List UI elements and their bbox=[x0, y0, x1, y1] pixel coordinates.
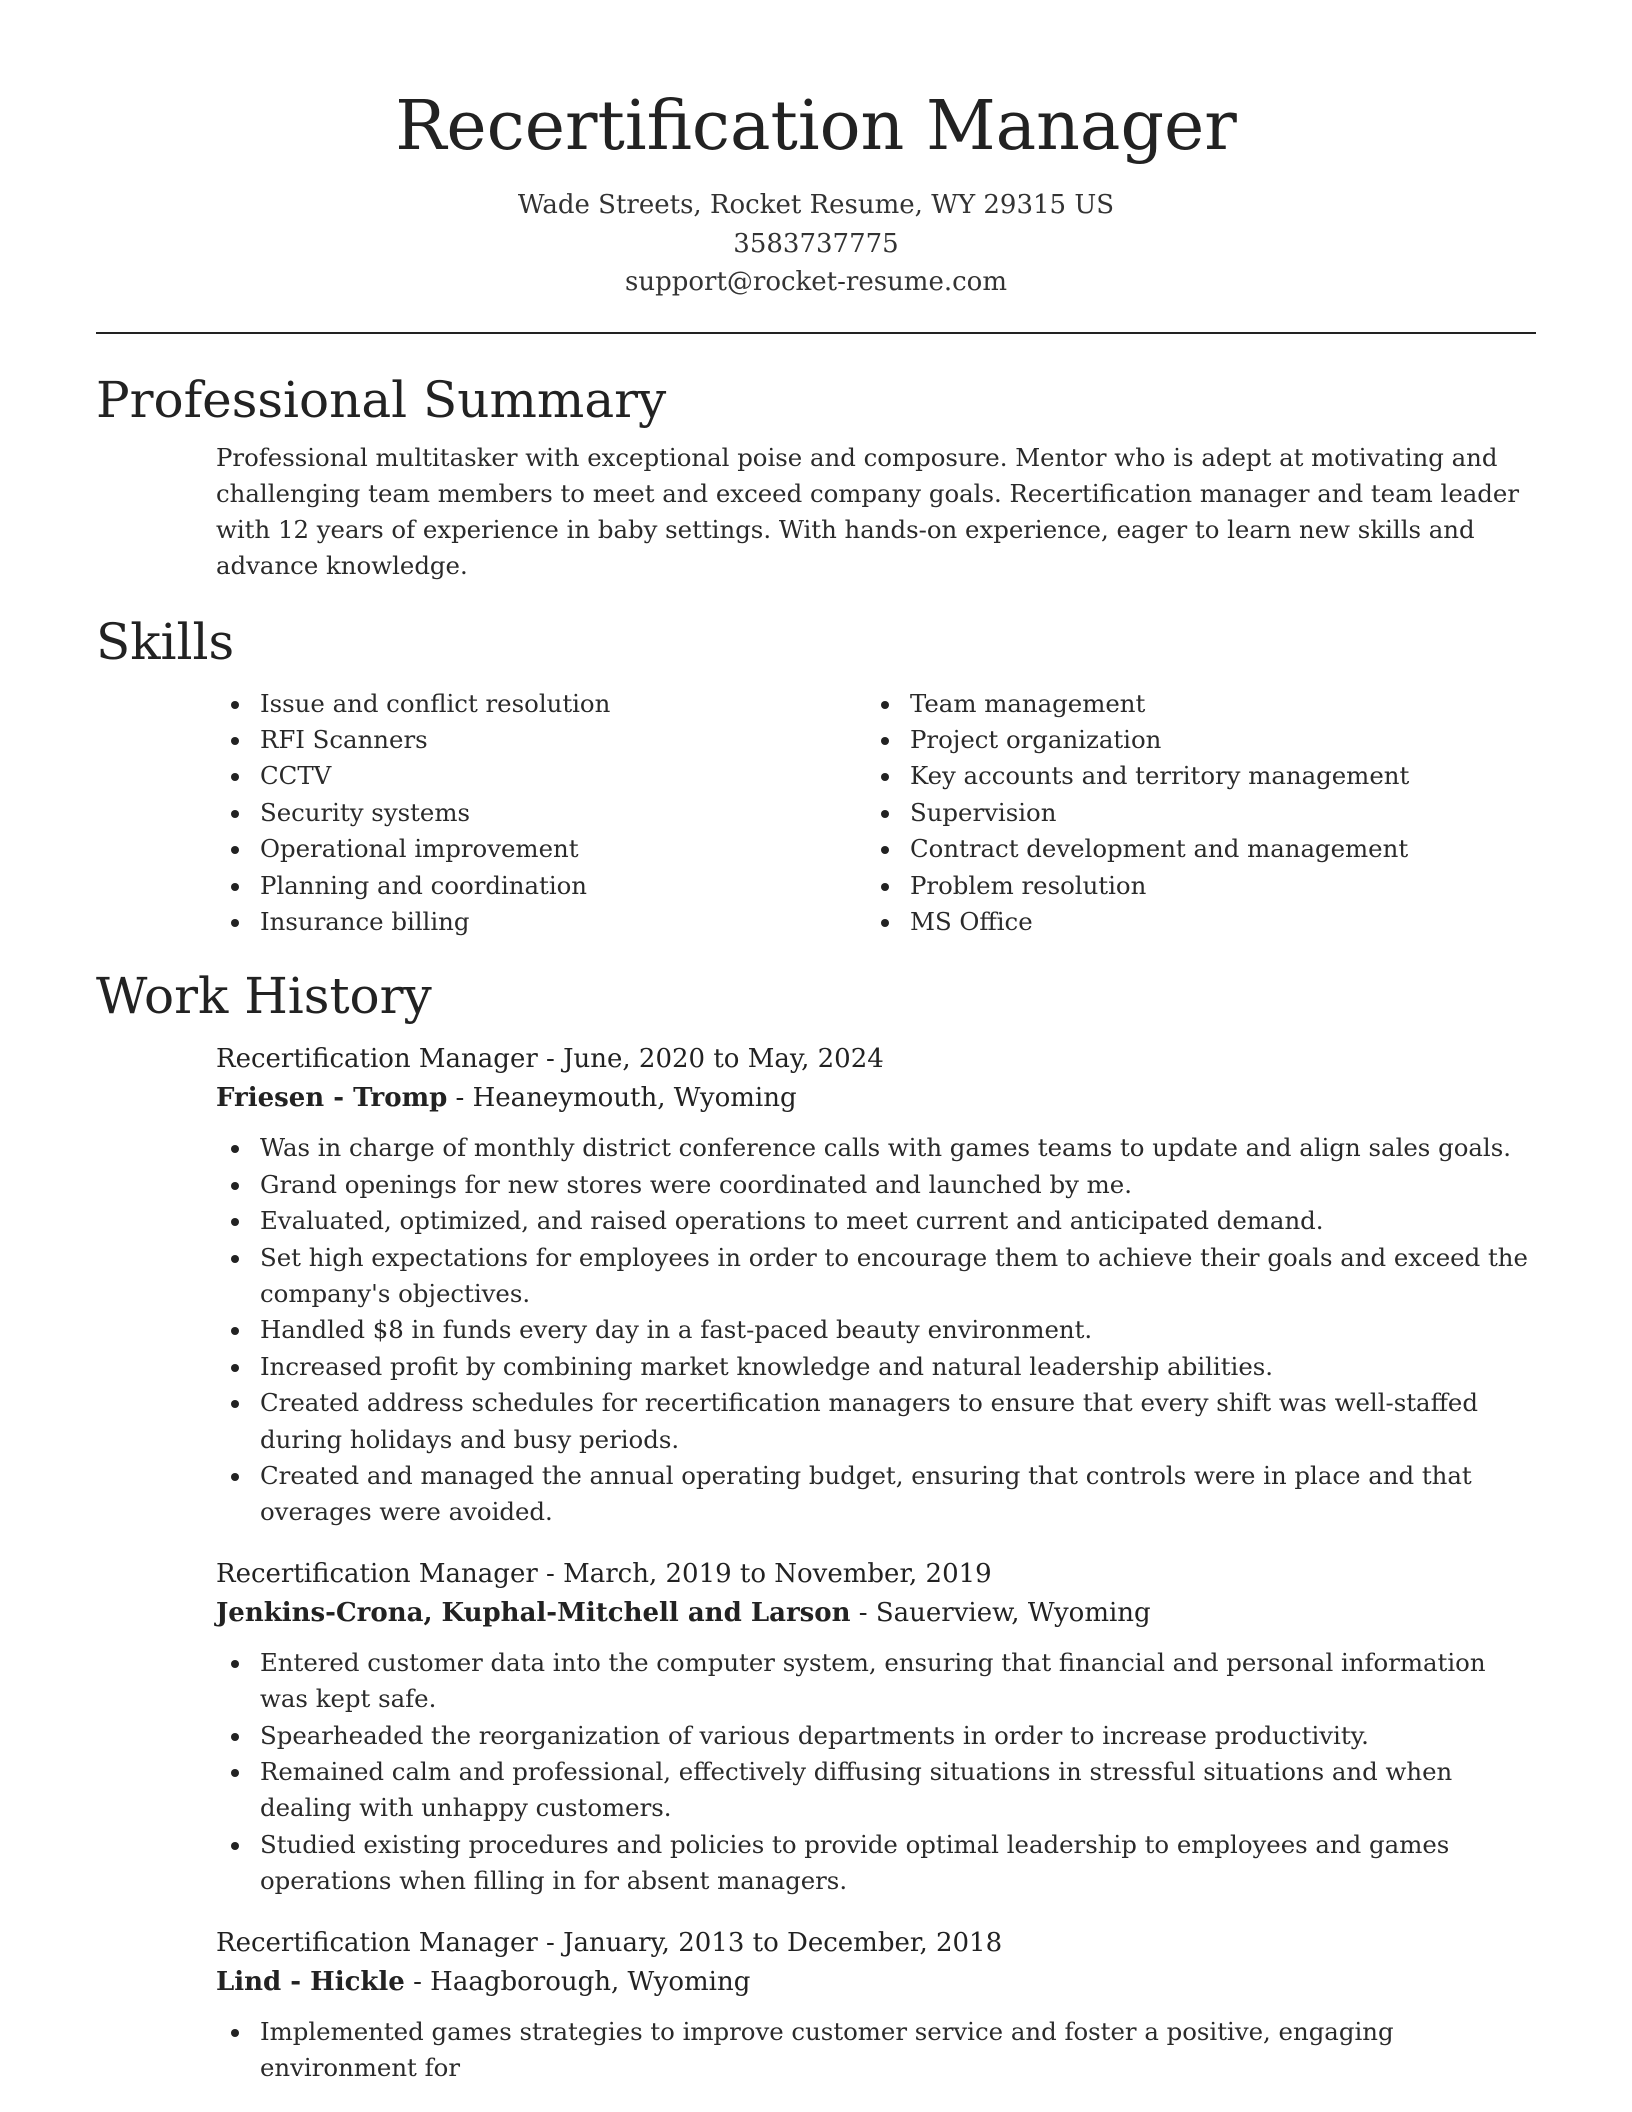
work-history-heading: Work History bbox=[96, 967, 432, 1026]
job-bullets bbox=[216, 1130, 1536, 1530]
job-bullet: Created address schedules for recertification managers to ensure that every shift was well-staffed during holidays and busy periods. bbox=[216, 1385, 1536, 1458]
skill-item: Supervision bbox=[866, 795, 1409, 831]
skills-list bbox=[96, 686, 1536, 941]
header-divider bbox=[96, 332, 1536, 334]
job-bullet: Remained calm and professional, effectively diffusing situations in stressful situations and when dealing with unhappy customers. bbox=[216, 1754, 1536, 1827]
skill-item: Security systems bbox=[216, 795, 866, 831]
job-company: Lind - Hickle bbox=[216, 1966, 405, 1997]
job-title: Recertification Manager bbox=[216, 1927, 538, 1958]
job-separator: - bbox=[404, 1966, 431, 1997]
skill-item: Contract development and management bbox=[866, 831, 1409, 867]
job-bullet: Studied existing procedures and policies to provide optimal leadership to employees and games operations when filling in for absent managers. bbox=[216, 1827, 1536, 1900]
job-bullet: Was in charge of monthly district conference calls with games teams to update and align sales goals. bbox=[216, 1130, 1536, 1166]
job-location: Haagborough, Wyoming bbox=[430, 1966, 751, 1997]
job-separator: - bbox=[447, 1083, 473, 1114]
skill-item: CCTV bbox=[216, 758, 866, 794]
job-dates: January, 2013 to December, 2018 bbox=[563, 1927, 1003, 1958]
skill-item: Problem resolution bbox=[866, 868, 1409, 904]
contact-phone: 3583737775 bbox=[733, 228, 899, 259]
job-bullet: Increased profit by combining market knowledge and natural leadership abilities. bbox=[216, 1349, 1536, 1385]
job-bullet: Handled $8 in funds every day in a fast-paced beauty environment. bbox=[216, 1312, 1536, 1348]
skill-item: Issue and conflict resolution bbox=[216, 686, 866, 722]
job-title: Recertification Manager bbox=[216, 1558, 538, 1589]
job-bullet: Entered customer data into the computer system, ensuring that financial and personal information was kept safe. bbox=[216, 1645, 1536, 1718]
job-company-line bbox=[216, 1963, 1536, 2002]
skills-column-right bbox=[866, 686, 1409, 941]
resume-page bbox=[96, 0, 1536, 2086]
summary-heading: Professional Summary bbox=[96, 370, 667, 429]
job-company: Jenkins-Crona, Kuphal-Mitchell and Larson bbox=[216, 1597, 851, 1628]
job-entry bbox=[216, 1555, 1536, 1900]
job-separator: - bbox=[850, 1597, 876, 1628]
contact-block bbox=[96, 186, 1536, 302]
job-entry bbox=[216, 1040, 1536, 1530]
contact-email: support@rocket-resume.com bbox=[624, 267, 1007, 297]
job-separator: - bbox=[537, 1558, 564, 1589]
job-company-line bbox=[216, 1594, 1536, 1633]
job-bullet: Evaluated, optimized, and raised operations to meet current and anticipated demand. bbox=[216, 1203, 1536, 1239]
skill-item: MS Office bbox=[866, 904, 1409, 940]
job-location: Sauerview, Wyoming bbox=[875, 1597, 1151, 1628]
job-separator: - bbox=[537, 1044, 564, 1075]
job-dates: June, 2020 to May, 2024 bbox=[563, 1044, 884, 1075]
job-bullet: Set high expectations for employees in order to encourage them to achieve their goals and exceed the company's objectives. bbox=[216, 1240, 1536, 1313]
job-location: Heaneymouth, Wyoming bbox=[472, 1083, 797, 1114]
skills-heading: Skills bbox=[96, 612, 235, 671]
job-bullets bbox=[216, 1645, 1536, 1900]
skill-item: Planning and coordination bbox=[216, 868, 866, 904]
job-bullet: Grand openings for new stores were coordinated and launched by me. bbox=[216, 1167, 1536, 1203]
skills-column-left bbox=[216, 686, 866, 941]
summary-text: Professional multitasker with exceptional poise and composure. Mentor who is adept at motivating and challenging team members to meet and exceed company goals. Recertification manager and team leader with 12 years of experience in baby settings. With hands-on experience, eager to learn new skills and advance knowledge. bbox=[216, 442, 1520, 580]
skill-item: Key accounts and territory management bbox=[866, 758, 1409, 794]
job-bullet: Spearheaded the reorganization of various departments in order to increase productivity. bbox=[216, 1718, 1536, 1754]
skill-item: Insurance billing bbox=[216, 904, 866, 940]
job-bullet: Implemented games strategies to improve customer service and foster a positive, engaging environment for bbox=[216, 2014, 1536, 2087]
job-company-line bbox=[216, 1079, 1536, 1118]
resume-name: Recertification Manager bbox=[395, 87, 1237, 166]
job-bullets bbox=[216, 2014, 1536, 2087]
job-title-line bbox=[216, 1040, 1536, 1079]
skill-item: Project organization bbox=[866, 722, 1409, 758]
job-entry bbox=[216, 1924, 1536, 2087]
job-dates: March, 2019 to November, 2019 bbox=[563, 1558, 992, 1589]
skill-item: Operational improvement bbox=[216, 831, 866, 867]
skill-item: Team management bbox=[866, 686, 1409, 722]
skill-item: RFI Scanners bbox=[216, 722, 866, 758]
job-title: Recertification Manager bbox=[216, 1044, 538, 1075]
job-company: Friesen - Tromp bbox=[216, 1083, 448, 1114]
contact-address: Wade Streets, Rocket Resume, WY 29315 US bbox=[517, 190, 1115, 220]
job-separator: - bbox=[537, 1927, 564, 1958]
job-bullet: Created and managed the annual operating budget, ensuring that controls were in place and that overages were avoided. bbox=[216, 1458, 1536, 1531]
job-title-line bbox=[216, 1924, 1536, 1963]
job-title-line bbox=[216, 1555, 1536, 1594]
